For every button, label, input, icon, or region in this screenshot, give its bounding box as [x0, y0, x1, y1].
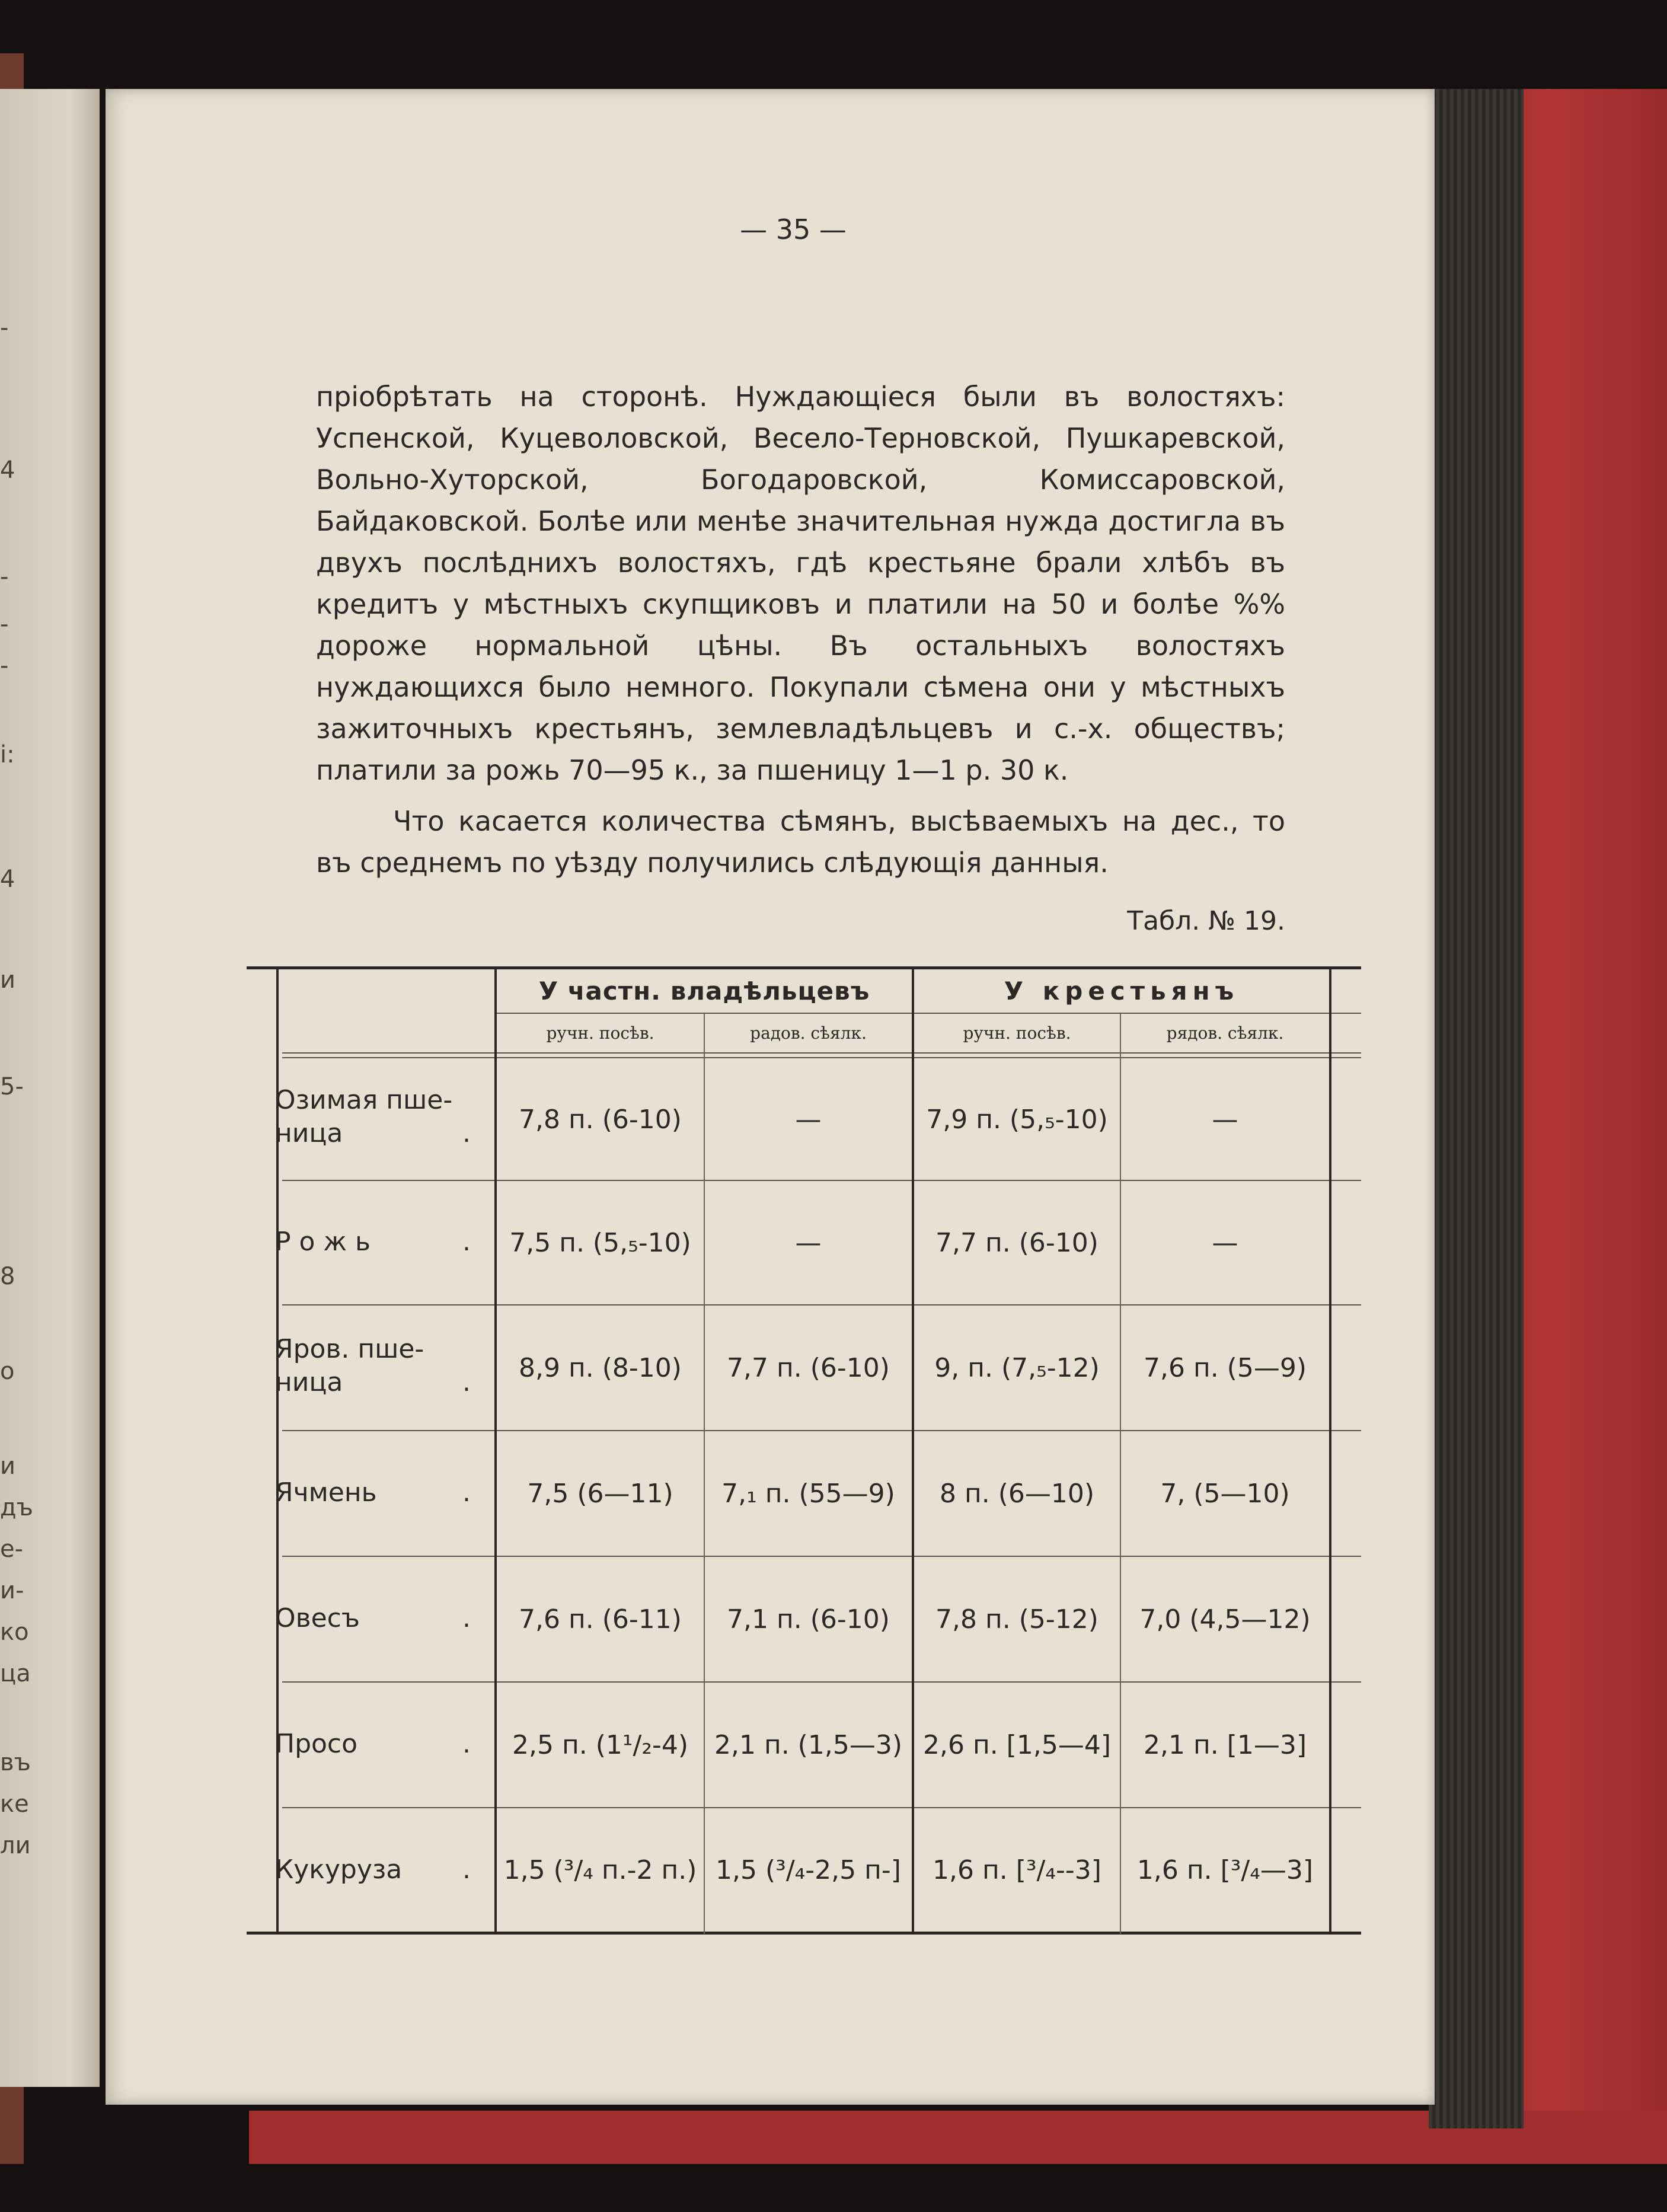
- paragraph: Что касается количества сѣмянъ, высѣваемыхъ на дес., то въ среднемъ по уѣзду получились слѣдующія данныя.: [316, 805, 1285, 879]
- header-peasants: У крестьянъ: [1004, 976, 1240, 1006]
- row-label-dot: .: [462, 1603, 471, 1633]
- table-cell: 7,8 п. (6-10): [519, 1104, 682, 1135]
- row-label-dot: .: [462, 1854, 471, 1885]
- row-label-maize: [275, 1853, 483, 1887]
- left-fragment: ца: [0, 1660, 31, 1687]
- table-cell: 7,6 п. (5—9): [1143, 1352, 1307, 1383]
- header-bottom-rule-2: [282, 1057, 1361, 1058]
- left-fragment: и: [0, 966, 15, 994]
- row-label-line: Р о ж ь: [275, 1227, 371, 1257]
- left-fragment: 4: [0, 457, 15, 484]
- row-label-line: Кукуруза: [275, 1854, 403, 1885]
- left-page: [0, 89, 100, 2087]
- table-cell: 7,9 п. (5,₅-10): [926, 1104, 1108, 1135]
- table-cell: 2,6 п. [1,5—4]: [922, 1729, 1111, 1760]
- table-cell: 9, п. (7,₅-12): [934, 1352, 1100, 1383]
- row-label-oats: [275, 1602, 483, 1635]
- row-label-dot: .: [462, 1118, 471, 1148]
- row-label-winter-wheat: [275, 1084, 483, 1150]
- table-cell: —: [1212, 1227, 1238, 1258]
- row-label-dot: .: [462, 1227, 471, 1257]
- row-label-dot: .: [462, 1477, 471, 1508]
- table-cell: 2,1 п. (1,5—3): [714, 1729, 902, 1760]
- left-fragment: дъ: [0, 1494, 33, 1521]
- table-cell: 7,7 п. (6-10): [935, 1227, 1098, 1258]
- row-label-dot: .: [462, 1367, 471, 1397]
- row-label-line: Просо: [275, 1729, 358, 1759]
- left-fragment: 4: [0, 866, 15, 893]
- left-fragment: и-: [0, 1577, 24, 1604]
- table-cell: 7,6 п. (6-11): [519, 1604, 682, 1635]
- table-cell: 2,5 п. (1¹/₂-4): [512, 1729, 688, 1760]
- table-cell: —: [795, 1227, 822, 1258]
- table-bottom-rule: [247, 1932, 1361, 1935]
- row-label-line: Яров. пше-: [275, 1334, 424, 1364]
- table-cell: 1,6 п. [³/₄—3]: [1136, 1854, 1314, 1885]
- left-fragment: -: [0, 563, 9, 590]
- left-fragment: 5-: [0, 1073, 24, 1100]
- header-private-owners: У частн. владѣльцевъ: [538, 976, 870, 1006]
- table-cell: 2,1 п. [1—3]: [1143, 1729, 1307, 1760]
- row-label-barley: [275, 1476, 483, 1509]
- table-cell: 1,5 (³/₄ п.-2 п.): [503, 1854, 697, 1885]
- left-fragment: і:: [0, 741, 15, 768]
- row-label-line: Овесъ: [275, 1603, 360, 1633]
- table-label: Табл. № 19.: [1127, 906, 1285, 936]
- page-block-edge: [1429, 89, 1524, 2128]
- row-label-spring-wheat: [275, 1333, 483, 1399]
- subheader-drill: рядов. сѣялк.: [1166, 1023, 1284, 1043]
- row-label-millet: [275, 1728, 483, 1761]
- row-label-line: Ячмень: [275, 1477, 377, 1508]
- book-page: [106, 89, 1435, 2105]
- left-fragment: ко: [0, 1619, 29, 1646]
- seed-rate-table: [247, 966, 1361, 1936]
- left-fragment: въ: [0, 1749, 31, 1776]
- table-cell: —: [1212, 1104, 1238, 1135]
- left-fragment: -: [0, 611, 9, 638]
- body-text: [316, 376, 1285, 883]
- table-cell: —: [795, 1104, 822, 1135]
- table-cell: 1,5 (³/₄-2,5 п-]: [716, 1854, 901, 1885]
- right-border: [1329, 966, 1331, 1934]
- table-cell: 7,0 (4,5—12): [1139, 1604, 1311, 1635]
- paragraph: пріобрѣтать на сторонѣ. Нуждающіеся были въ волостяхъ: Успенской, Куцеволовской, Весело-Терновской, Пушкаревской, Вольно-Хуторской, Богодаровской, Комиссаровской, Байдаковской. Болѣе или менѣе значительная нужда достигла въ двухъ послѣднихъ волостяхъ, гдѣ крестьяне брали хлѣбъ въ кредитъ у мѣстныхъ скупщиковъ и платили на 50 и болѣе %% дороже нормальной цѣны. Въ остальныхъ волостяхъ нуждающихся было немного. Покупали сѣмена они у мѣстныхъ зажиточныхъ крестьянъ, землевладѣльцевъ и с.-х. обществъ; платили за рожь 70—95 к., за пшеницу 1—1 р. 30 к.: [316, 381, 1285, 786]
- table-cell: 7,₁ п. (55—9): [721, 1478, 895, 1509]
- header-bottom-rule: [282, 1052, 1361, 1054]
- table-cell: 7,1 п. (6-10): [727, 1604, 890, 1635]
- subheader-drill: радов. сѣялк.: [750, 1023, 867, 1043]
- table-cell: 7,5 (6—11): [527, 1478, 673, 1509]
- left-fragment: и: [0, 1453, 15, 1480]
- left-fragment: 8: [0, 1263, 15, 1290]
- row-label-line: ница: [275, 1367, 343, 1397]
- left-fragment: -: [0, 652, 9, 679]
- left-fragment: е-: [0, 1536, 24, 1563]
- left-fragment: ке: [0, 1790, 29, 1818]
- table-cell: 7, (5—10): [1160, 1478, 1290, 1509]
- table-cell: 7,7 п. (6-10): [727, 1352, 890, 1383]
- table-cell: 7,8 п. (5-12): [935, 1604, 1098, 1635]
- table-cell: 1,6 п. [³/₄--3]: [933, 1854, 1101, 1885]
- table-cell: 7,5 п. (5,₅-10): [509, 1227, 691, 1258]
- left-fragment: ли: [0, 1832, 31, 1859]
- left-fragment: -: [0, 314, 9, 341]
- row-label-line: Озимая пше-: [275, 1085, 453, 1115]
- table-cell: 8,9 п. (8-10): [519, 1352, 682, 1383]
- row-label-line: ница: [275, 1118, 343, 1148]
- subheader-manual: ручн. посѣв.: [963, 1023, 1071, 1043]
- page-number: — 35 —: [740, 213, 847, 245]
- subheader-manual: ручн. посѣв.: [546, 1023, 654, 1043]
- left-fragment: о: [0, 1358, 15, 1385]
- row-label-dot: .: [462, 1729, 471, 1759]
- table-cell: 8 п. (6—10): [939, 1478, 1095, 1509]
- row-label-rye: [275, 1225, 483, 1259]
